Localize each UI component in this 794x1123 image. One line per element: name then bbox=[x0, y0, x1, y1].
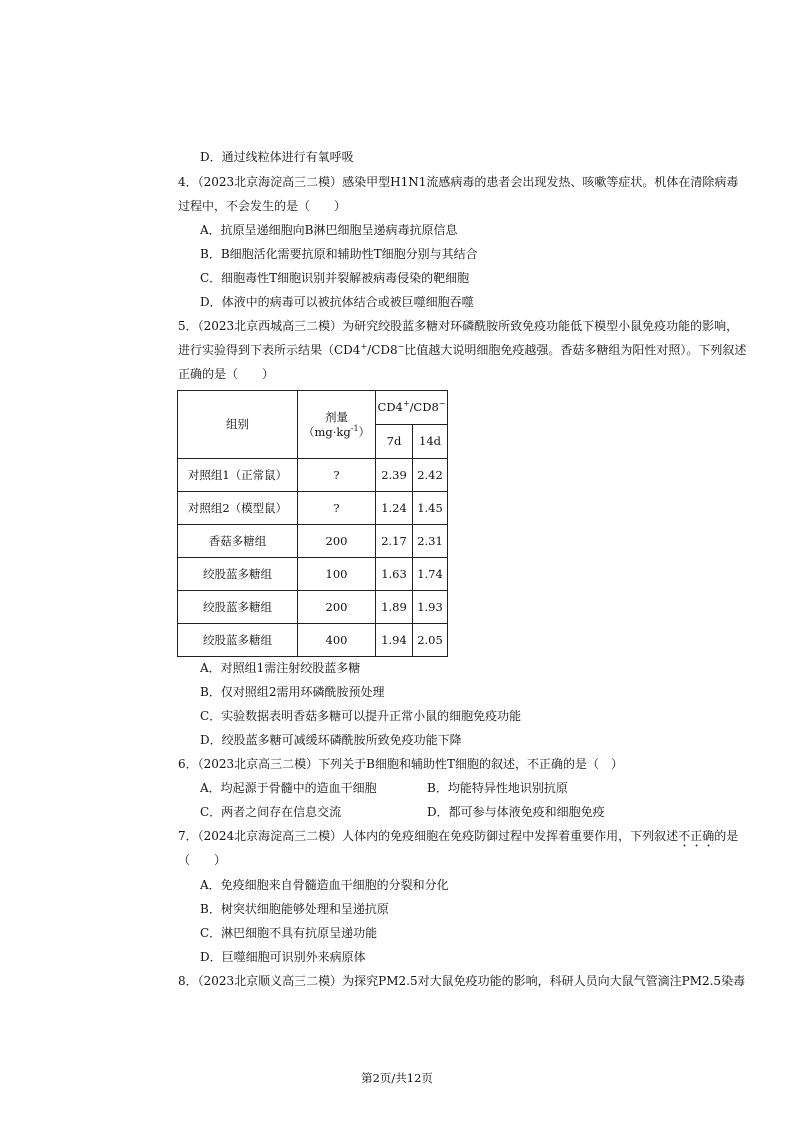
header-dose: 剂量 $(mg\cdot kg^{-1})$ bbox=[298, 391, 376, 459]
q4-option-a: A．抗原呈递细胞向B淋巴细胞呈递病毒抗原信息 bbox=[200, 223, 458, 237]
q7-option-a: A．免疫细胞来自骨髓造血干细胞的分裂和分化 bbox=[200, 878, 449, 892]
table-row: 对照组2（模型鼠） ? 1.24 1.45 bbox=[178, 492, 448, 525]
header-7d: 7d bbox=[376, 425, 413, 459]
q7-option-b: B．树突状细胞能够处理和呈递抗原 bbox=[200, 902, 389, 916]
q5-option-d: D．绞股蓝多糖可减缓环磷酰胺所致免疫功能下降 bbox=[200, 733, 462, 747]
table-row: 绞股蓝多糖组 400 1.94 2.05 bbox=[178, 624, 448, 657]
q5-stem-line1: 5．（2023北京西城高三二模）为研究绞股蓝多糖对环磷酰胺所致免疫功能低下模型小鼠免疫功能的影响， bbox=[178, 319, 739, 333]
header-14d: 14d bbox=[413, 425, 448, 459]
q5-stem-line3: 正确的是（ ） bbox=[178, 367, 275, 381]
q6-option-b: B．均能特异性地识别抗原 bbox=[427, 781, 568, 795]
q3-option-d: D．通过线粒体进行有氧呼吸 bbox=[200, 150, 354, 164]
q4-stem-line1: 4．（2023北京海淀高三二模）感染甲型H1N1流感病毒的患者会出现发热、咳嗽等症状。机体在清除病毒 bbox=[178, 175, 739, 189]
table-row: 绞股蓝多糖组 200 1.89 1.93 bbox=[178, 591, 448, 624]
emphasized-text: 不正确 bbox=[678, 829, 715, 843]
table-row: 绞股蓝多糖组 100 1.63 1.74 bbox=[178, 558, 448, 591]
page-footer: 第2页/共12页 bbox=[361, 1071, 433, 1085]
q6-option-c: C．两者之间存在信息交流 bbox=[200, 805, 342, 819]
q6-option-d: D．都可参与体液免疫和细胞免疫 bbox=[427, 805, 605, 819]
q5-stem-line2: 进行实验得到下表所示结果（CD4+/CD8−比值越大说明细胞免疫越强。香菇多糖组为阳性对照）。下列叙述 bbox=[178, 342, 747, 357]
q5-option-b: B．仅对照组2需用环磷酰胺预处理 bbox=[200, 685, 385, 699]
table-row: 对照组1（正常鼠） ? 2.39 2.42 bbox=[178, 459, 448, 492]
q4-option-b: B．B细胞活化需要抗原和辅助性T细胞分别与其结合 bbox=[200, 247, 478, 261]
q4-option-d: D．体液中的病毒可以被抗体结合或被巨噬细胞吞噬 bbox=[200, 295, 474, 309]
q5-results-table bbox=[177, 390, 448, 657]
q5-option-a: A．对照组1需注射绞股蓝多糖 bbox=[200, 661, 361, 675]
table-row: 香菇多糖组 200 2.17 2.31 bbox=[178, 525, 448, 558]
q6-option-a: A．均起源于骨髓中的造血干细胞 bbox=[200, 781, 377, 795]
q7-stem-line1: 7．（2024北京海淀高三二模）人体内的免疫细胞在免疫防御过程中发挥着重要作用，下列叙述不正确的是 bbox=[178, 829, 739, 843]
q7-stem-line2: （ ） bbox=[178, 853, 227, 867]
header-group: 组别 bbox=[178, 391, 298, 459]
q4-option-c: C．细胞毒性T细胞识别并裂解被病毒侵染的靶细胞 bbox=[200, 271, 470, 285]
q5-option-c: C．实验数据表明香菇多糖可以提升正常小鼠的细胞免疫功能 bbox=[200, 709, 522, 723]
q7-option-c: C．淋巴细胞不具有抗原呈递功能 bbox=[200, 926, 378, 940]
q6-stem: 6．（2023北京高三二模）下列关于B细胞和辅助性T细胞的叙述，不正确的是（ ） bbox=[178, 757, 623, 771]
q8-stem-line1: 8．（2023北京顺义高三二模）为探究PM2.5对大鼠免疫功能的影响，科研人员向大鼠气管滴注PM2.5染毒 bbox=[178, 974, 746, 988]
q4-stem-line2: 过程中，不会发生的是（ ） bbox=[178, 199, 347, 213]
header-ratio: CD4+/CD8− bbox=[376, 391, 448, 425]
q7-option-d: D．巨噬细胞可识别外来病原体 bbox=[200, 950, 366, 964]
